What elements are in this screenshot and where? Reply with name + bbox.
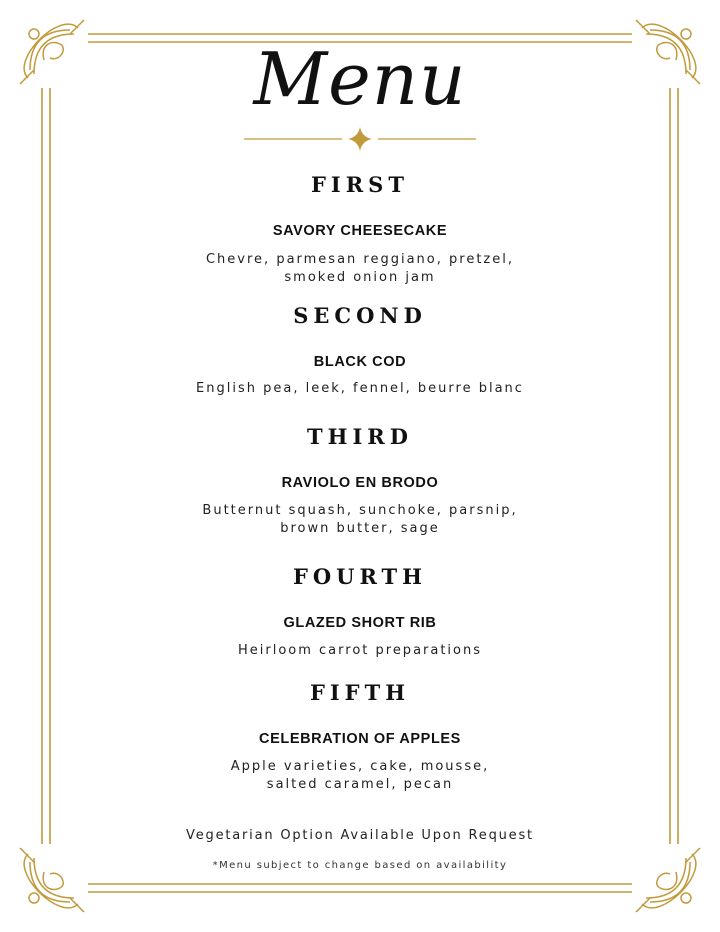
dish-name-black-cod: BLACK COD [313, 354, 407, 370]
dish-name-savory-cheesecake: SAVORY CHEESECAKE [272, 223, 448, 239]
four-point-star-icon [240, 126, 480, 152]
description-line: smoked onion jam [284, 270, 436, 285]
dish-description-fourth [90, 642, 630, 660]
dish-description-fifth [90, 758, 630, 794]
vegetarian-option-note: Vegetarian Option Available Upon Request [186, 828, 534, 843]
description-line: Apple varieties, cake, mousse, [230, 759, 490, 774]
dish-description-third [90, 502, 630, 538]
course-heading-fifth: FIFTH [309, 680, 411, 705]
course-heading-first: FIRST [311, 172, 409, 197]
description-line: Chevre, parmesan reggiano, pretzel, [205, 252, 514, 267]
description-line: salted caramel, pecan [266, 777, 454, 792]
dish-name-glazed-short-rib: GLAZED SHORT RIB [283, 615, 437, 631]
menu-content [90, 0, 630, 932]
dish-description-first [90, 251, 630, 287]
dish-name-raviolo-en-brodo: RAVIOLO EN BRODO [281, 475, 439, 491]
corner-ornament-bottom-right [636, 848, 700, 912]
description-line: Butternut squash, sunchoke, parsnip, [202, 503, 518, 518]
course-heading-second: SECOND [293, 303, 427, 328]
corner-ornament-bottom-left [20, 848, 84, 912]
dish-name-celebration-of-apples: CELEBRATION OF APPLES [259, 731, 461, 747]
description-line: brown butter, sage [280, 521, 440, 536]
course-heading-fourth: FOURTH [292, 564, 428, 589]
corner-ornament-top-right [636, 20, 700, 84]
description-line: English pea, leek, fennel, beurre blanc [196, 381, 524, 396]
availability-footnote: *Menu subject to change based on availability [212, 860, 508, 871]
description-line: Heirloom carrot preparations [237, 643, 483, 658]
course-heading-third: THIRD [307, 424, 413, 449]
menu-title: Menu [253, 37, 467, 121]
dish-description-second [90, 380, 630, 398]
